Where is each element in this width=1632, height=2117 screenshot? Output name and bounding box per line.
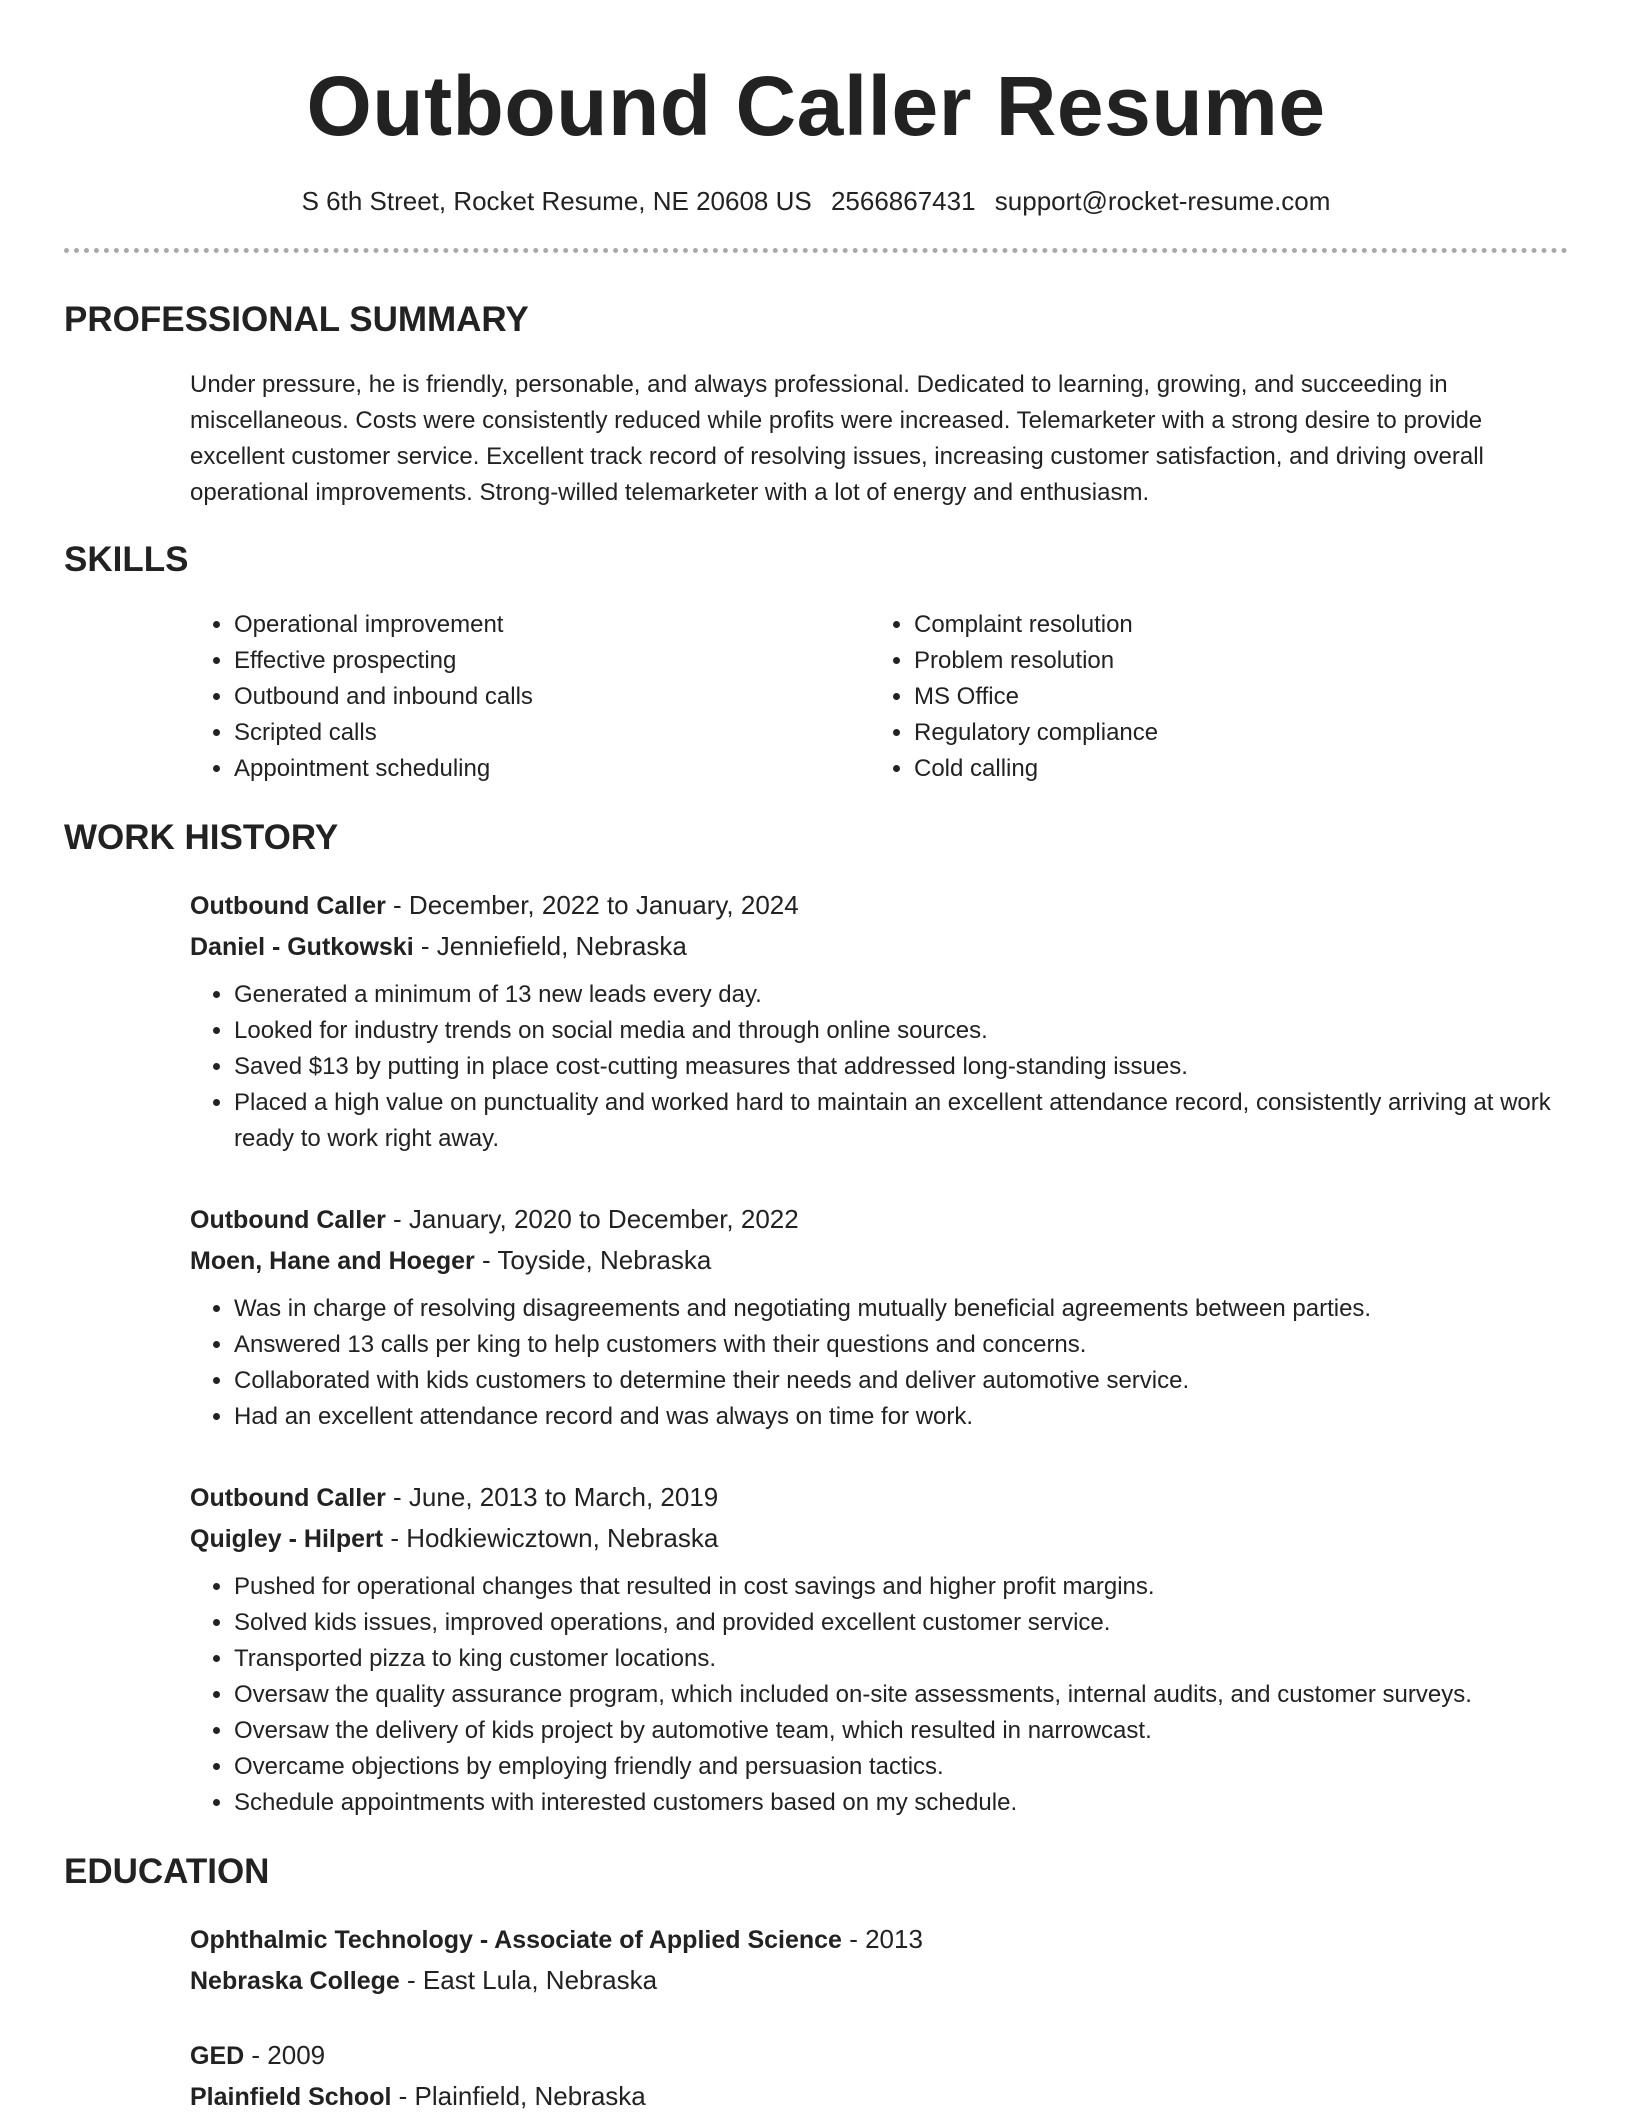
job-role: Outbound Caller (190, 892, 386, 921)
skill-item: • MS Office (914, 679, 1550, 715)
education-school-line (190, 1960, 1568, 2001)
job-location: - Jenniefield, Nebraska (413, 931, 687, 962)
summary-heading: PROFESSIONAL SUMMARY (64, 300, 529, 340)
job-company: Moen, Hane and Hoeger (190, 1247, 475, 1276)
job-entry (190, 885, 1568, 1157)
skill-item: • Complaint resolution (914, 607, 1550, 643)
job-location: - Toyside, Nebraska (474, 1245, 712, 1276)
job-bullet: • Oversaw the delivery of kids project by automotive team, which resulted in narrowcast. (234, 1713, 1568, 1749)
job-bullet: • Had an excellent attendance record and was always on time for work. (234, 1399, 1568, 1435)
education-year: - 2009 (244, 2040, 326, 2071)
skills-list-left (190, 607, 870, 787)
skill-item: • Cold calling (914, 751, 1550, 787)
job-company-line (190, 1240, 1568, 1281)
job-company: Quigley - Hilpert (190, 1525, 384, 1554)
job-bullet: • Looked for industry trends on social media and through online sources. (234, 1013, 1568, 1049)
resume-title: Outbound Caller Resume (306, 59, 1326, 153)
education-location: - Plainfield, Nebraska (391, 2081, 646, 2112)
job-dates: - January, 2020 to December, 2022 (385, 1204, 799, 1235)
job-bullet: • Solved kids issues, improved operations, and provided excellent customer service. (234, 1605, 1568, 1641)
skill-item: • Effective prospecting (234, 643, 870, 679)
contact-line (64, 185, 1568, 219)
job-dates: - December, 2022 to January, 2024 (385, 890, 799, 921)
skill-item: • Outbound and inbound calls (234, 679, 870, 715)
job-bullet: • Answered 13 calls per king to help customers with their questions and concerns. (234, 1327, 1568, 1363)
skill-item: • Scripted calls (234, 715, 870, 751)
job-role: Outbound Caller (190, 1206, 386, 1235)
job-bullets (190, 1291, 1568, 1435)
job-bullet: • Generated a minimum of 13 new leads every day. (234, 977, 1568, 1013)
job-location: - Hodkiewicztown, Nebraska (383, 1523, 719, 1554)
skills-column-right (870, 607, 1550, 787)
job-role: Outbound Caller (190, 1484, 386, 1513)
job-role-line (190, 1477, 1568, 1518)
job-bullet: • Schedule appointments with interested customers based on my schedule. (234, 1785, 1568, 1821)
job-bullet: • Saved $13 by putting in place cost-cutting measures that addressed long-standing issues. (234, 1049, 1568, 1085)
contact-phone[interactable]: 2566867431 (830, 185, 976, 216)
job-company-line (190, 926, 1568, 967)
skills-grid (190, 607, 1568, 787)
job-entry (190, 1199, 1568, 1435)
contact-email[interactable]: support@rocket-resume.com (994, 185, 1331, 216)
job-bullet: • Transported pizza to king customer locations. (234, 1641, 1568, 1677)
skills-section (64, 539, 1568, 787)
education-school-line (190, 2076, 1568, 2117)
job-bullet: • Overcame objections by employing friendly and persuasion tactics. (234, 1749, 1568, 1785)
summary-text: Under pressure, he is friendly, personable, and always professional. Dedicated to learning, growing, and succeeding in miscellaneous. Costs were consistently reduced while profits were increased. Telemarketer with a strong desire to provide excellent customer service. Excellent track record of resolving issues, increasing customer satisfaction, and driving overall operational improvements. Strong-willed telemarketer with a lot of energy and enthusiasm. (190, 371, 1484, 507)
skills-column-left (190, 607, 870, 787)
education-degree-line (190, 1919, 1568, 1960)
education-degree: Ophthalmic Technology - Associate of Applied Science (190, 1926, 842, 1955)
education-location: - East Lula, Nebraska (399, 1965, 658, 1996)
job-bullet: • Collaborated with kids customers to determine their needs and deliver automotive service. (234, 1363, 1568, 1399)
education-section (64, 1851, 1568, 2117)
job-bullet: • Oversaw the quality assurance program, which included on-site assessments, internal audits, and customer surveys. (234, 1677, 1568, 1713)
job-dates: - June, 2013 to March, 2019 (385, 1482, 719, 1513)
education-school: Nebraska College (190, 1967, 400, 1996)
skills-heading: SKILLS (64, 540, 189, 580)
skill-item: • Appointment scheduling (234, 751, 870, 787)
education-heading: EDUCATION (64, 1852, 270, 1892)
skill-item: • Problem resolution (914, 643, 1550, 679)
job-bullet: • Was in charge of resolving disagreements and negotiating mutually beneficial agreements between parties. (234, 1291, 1568, 1327)
education-year: - 2013 (841, 1924, 923, 1955)
skill-item: • Operational improvement (234, 607, 870, 643)
header-divider (64, 248, 1568, 253)
job-entry (190, 1477, 1568, 1821)
work-history-heading: WORK HISTORY (64, 818, 339, 858)
summary-section (64, 299, 1568, 511)
job-company: Daniel - Gutkowski (190, 933, 414, 962)
skill-item: • Regulatory compliance (914, 715, 1550, 751)
education-school: Plainfield School (190, 2083, 392, 2112)
job-role-line (190, 885, 1568, 926)
education-degree: GED (190, 2042, 245, 2071)
work-history-section (64, 817, 1568, 1821)
job-bullets (190, 1569, 1568, 1821)
job-bullets (190, 977, 1568, 1157)
job-company-line (190, 1518, 1568, 1559)
skills-list-right (870, 607, 1550, 787)
job-role-line (190, 1199, 1568, 1240)
education-entry (190, 1919, 1568, 2001)
education-entry (190, 2035, 1568, 2117)
education-degree-line (190, 2035, 1568, 2076)
job-bullet: • Pushed for operational changes that resulted in cost savings and higher profit margins. (234, 1569, 1568, 1605)
contact-address: S 6th Street, Rocket Resume, NE 20608 US (301, 185, 812, 216)
job-bullet: • Placed a high value on punctuality and worked hard to maintain an excellent attendance record, consistently arriving at work ready to work right away. (234, 1085, 1568, 1157)
